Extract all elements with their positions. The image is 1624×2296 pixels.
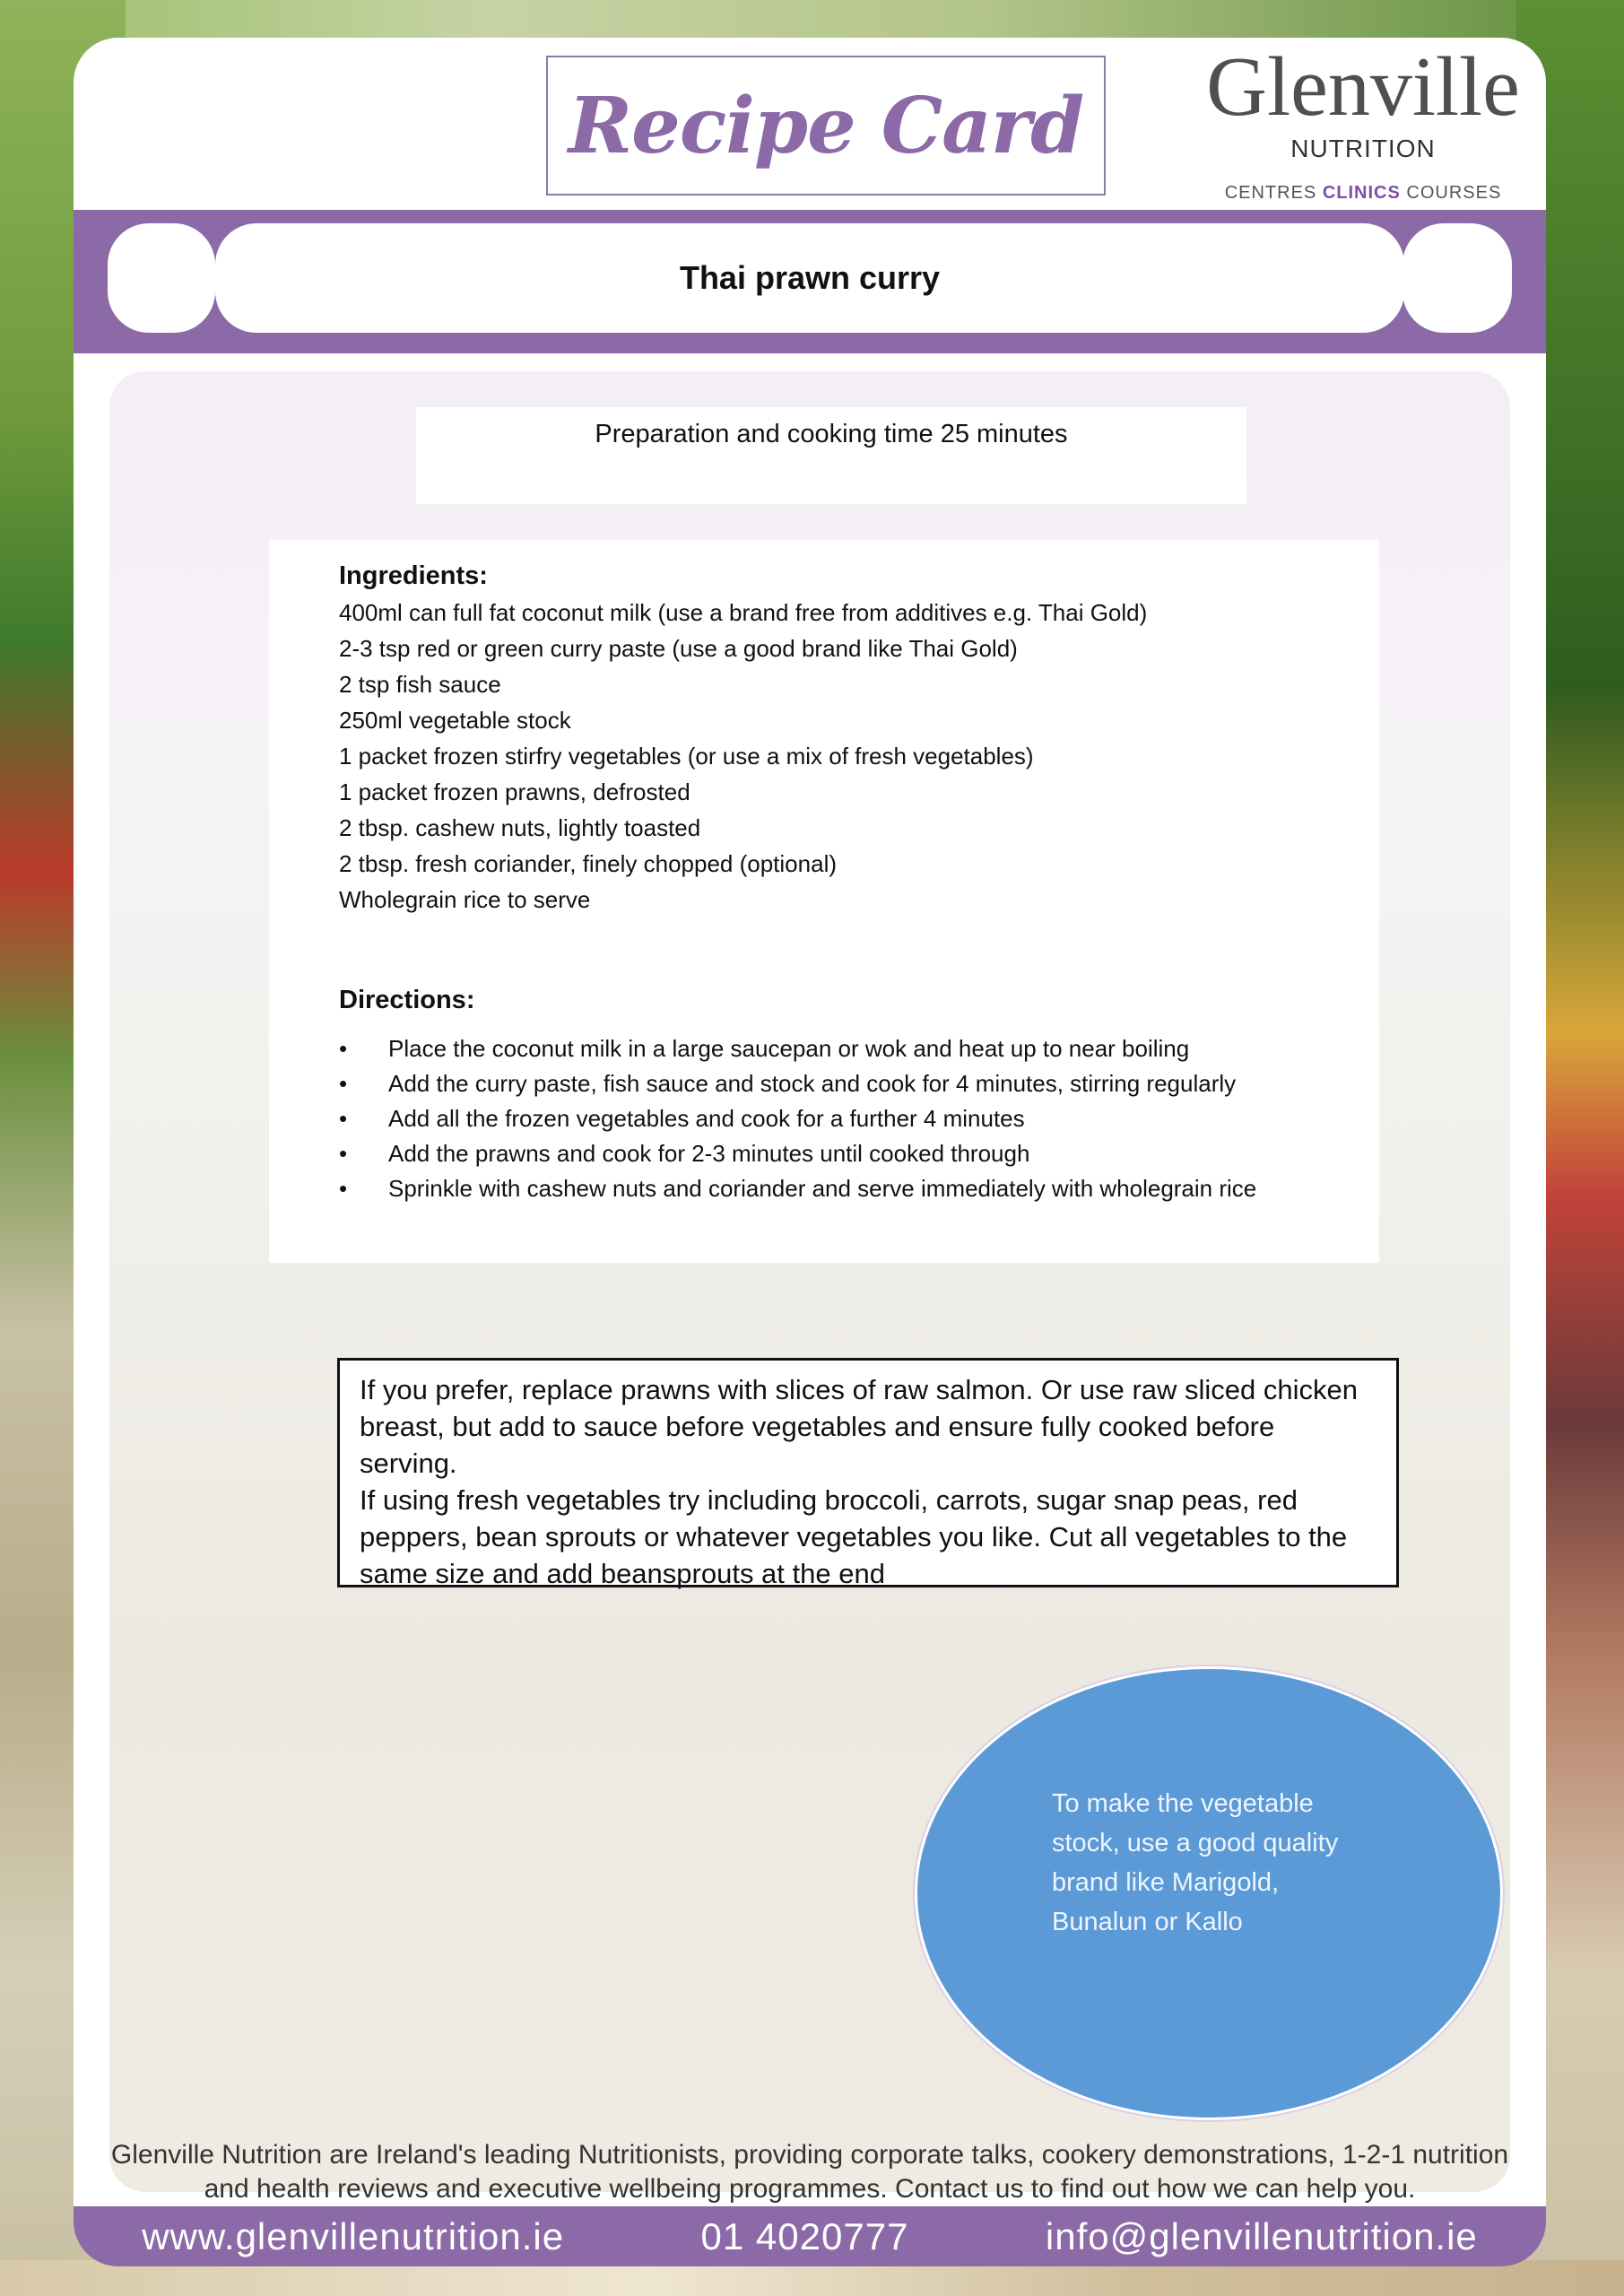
brand-subtitle: NUTRITION <box>1290 135 1436 162</box>
recipe-content-panel <box>269 540 1379 1263</box>
ingredient-item: 2 tbsp. fresh coriander, finely chopped (optional) <box>339 850 838 877</box>
recipe-card <box>74 38 1546 2266</box>
footer-line-2: and health reviews and executive wellbeing programmes. Contact us to find out how we can help you. <box>204 2174 1416 2204</box>
page-title: Recipe Card <box>568 80 1084 171</box>
direction-step: • Add the curry paste, fish sauce and stock and cook for 4 minutes, stirring regularly <box>339 1066 1361 1101</box>
ingredients-heading: Ingredients: <box>339 561 488 590</box>
ingredient-item: 2-3 tsp red or green curry paste (use a good brand like Thai Gold) <box>339 635 1018 662</box>
prep-time: Preparation and cooking time 25 minutes <box>595 420 1068 448</box>
recipe-name: Thai prawn curry <box>679 259 941 296</box>
ingredient-item: 250ml vegetable stock <box>339 707 571 734</box>
stock-note <box>1052 1784 1375 1942</box>
band-pill-left <box>108 223 215 333</box>
prep-time-box <box>416 407 1246 504</box>
ingredient-item: 2 tbsp. cashew nuts, lightly toasted <box>339 814 701 841</box>
tip-line: same size and add beansprouts at the end <box>360 1558 885 1589</box>
footer-phone[interactable]: 01 4020777 <box>700 2214 909 2257</box>
brand-name: Glenville <box>1206 40 1520 134</box>
direction-step: • Sprinkle with cashew nuts and coriander and serve immediately with wholegrain rice <box>339 1171 1361 1206</box>
stock-note-line: brand like Marigold, <box>1052 1868 1280 1897</box>
stock-note-line: Bunalun or Kallo <box>1052 1908 1243 1936</box>
footer-description <box>74 2138 1546 2206</box>
footer-line-1: Glenville Nutrition are Ireland's leading Nutritionists, providing corporate talks, cookery demonstrations, 1-2-1 nutrition <box>110 2140 1509 2170</box>
stock-note-line: stock, use a good quality <box>1052 1829 1339 1857</box>
brand-tag-courses: COURSES <box>1406 183 1502 203</box>
tip-line: breast, but add to sauce before vegetables and ensure fully cooked before serving. <box>360 1411 1275 1479</box>
recipe-name-band <box>74 210 1546 353</box>
stock-note-oval <box>915 1666 1503 2120</box>
direction-step: • Place the coconut milk in a large saucepan or wok and heat up to near boiling <box>339 1031 1361 1066</box>
tip-line: If you prefer, replace prawns with slices of raw salmon. Or use raw sliced chicken <box>360 1374 1359 1405</box>
direction-step: • Add the prawns and cook for 2-3 minutes until cooked through <box>339 1136 1361 1171</box>
title-box <box>546 56 1106 196</box>
ingredient-item: 400ml can full fat coconut milk (use a brand free from additives e.g. Thai Gold) <box>339 599 1148 626</box>
tip-line: peppers, bean sprouts or whatever vegetables you like. Cut all vegetables to the <box>360 1521 1348 1552</box>
brand-logo <box>1193 40 1533 204</box>
direction-step: • Add all the frozen vegetables and cook for a further 4 minutes <box>339 1101 1361 1136</box>
directions-list <box>339 1031 1361 1206</box>
brand-tagline <box>1193 183 1533 204</box>
brand-tag-centres: CENTRES <box>1224 183 1317 203</box>
tip-line: If using fresh vegetables try including broccoli, carrots, sugar snap peas, red <box>360 1484 1298 1516</box>
ingredient-item: 1 packet frozen prawns, defrosted <box>339 778 690 805</box>
footer-email-link[interactable]: info@glenvillenutrition.ie <box>1045 2214 1478 2257</box>
tip-box <box>337 1358 1399 1587</box>
footer-contact-bar <box>74 2206 1546 2266</box>
ingredient-item: Wholegrain rice to serve <box>339 886 591 913</box>
stock-note-line: To make the vegetable <box>1052 1789 1314 1818</box>
brand-tag-clinics: CLINICS <box>1322 183 1401 203</box>
band-pill-right <box>1403 223 1512 333</box>
ingredient-item: 1 packet frozen stirfry vegetables (or use a mix of fresh vegetables) <box>339 743 1034 770</box>
band-pill-center <box>215 223 1404 333</box>
directions-heading: Directions: <box>339 986 475 1014</box>
footer-website-link[interactable]: www.glenvillenutrition.ie <box>142 2214 565 2257</box>
ingredient-item: 2 tsp fish sauce <box>339 671 501 698</box>
recipe-content <box>339 561 1361 1206</box>
